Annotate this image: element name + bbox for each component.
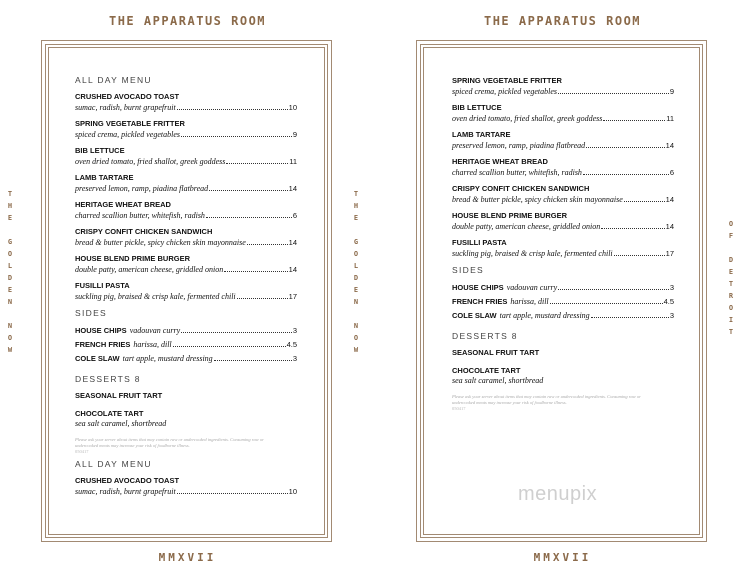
menu-item — [452, 184, 674, 205]
item-description: preserved lemon, ramp, piadina flatbread — [75, 184, 209, 193]
tagline-letter: T — [728, 328, 734, 336]
dessert-description: sea salt caramel, shortbread — [452, 376, 544, 385]
section-heading: SIDES — [75, 308, 108, 318]
item-description: double patty, american cheese, griddled onion — [452, 222, 601, 231]
menu-item — [452, 238, 674, 259]
tagline-letter: O — [7, 334, 13, 342]
all-day-items — [75, 92, 297, 302]
tagline-letter: E — [353, 286, 359, 294]
tagline-letter: E — [7, 286, 13, 294]
tagline-letter: O — [728, 220, 734, 228]
item-line — [452, 194, 674, 205]
item-price: 10 — [288, 487, 297, 496]
disclaimer-text: Please ask your server about items that may contain raw or undercooked ingredients. Consuming raw or undercooked meats may increase your risk of foodborne illness. — [452, 394, 641, 405]
item-line — [75, 156, 297, 167]
item-description: charred scallion butter, whitefish, radish — [452, 168, 582, 177]
item-name: LAMB TARTARE — [452, 130, 511, 139]
tagline-letter: I — [728, 316, 734, 324]
dot-leader — [224, 264, 287, 272]
dot-leader — [177, 102, 288, 110]
dot-leader — [209, 183, 287, 191]
menu-item — [75, 227, 297, 248]
tagline-letter: O — [353, 334, 359, 342]
item-line — [75, 486, 297, 497]
item-price: 11 — [666, 114, 674, 123]
dot-leader — [558, 86, 669, 94]
section-heading: DESSERTS 8 — [75, 374, 141, 384]
footer-year: MMXVII — [533, 551, 592, 564]
dot-leader — [586, 140, 664, 148]
item-description: double patty, american cheese, griddled onion — [75, 265, 224, 274]
section-heading: ALL DAY MENU — [75, 459, 152, 469]
dot-leader — [558, 282, 669, 290]
tagline-letter: N — [7, 298, 13, 306]
item-price: 11 — [289, 157, 297, 166]
item-name: SPRING VEGETABLE FRITTER — [452, 76, 562, 85]
dessert-items — [452, 348, 674, 386]
item-line — [75, 237, 297, 248]
dot-leader — [177, 486, 288, 494]
item-line — [452, 167, 674, 178]
side-description: vadouvan curry — [506, 283, 558, 292]
restaurant-title: THE APPARATUS ROOM — [108, 14, 267, 28]
item-price: 14 — [288, 265, 297, 274]
tagline-letter — [4, 308, 16, 320]
tagline-letter: E — [7, 214, 13, 222]
tagline-letter: O — [353, 250, 359, 258]
side-price: 3 — [292, 354, 297, 363]
item-name: BIB LETTUCE — [452, 103, 502, 112]
dot-leader — [206, 210, 292, 218]
side-name: FRENCH FRIES — [75, 340, 131, 349]
item-description: sumac, radish, burnt grapefruit — [75, 487, 176, 496]
side-description: tart apple, mustard dressing — [122, 354, 213, 363]
tagline-letter — [350, 224, 362, 236]
item-price: 14 — [288, 238, 297, 247]
dot-leader — [181, 325, 292, 333]
item-description: suckling pig, braised & crisp kale, fermented chili — [452, 249, 613, 258]
side-name: HOUSE CHIPS — [452, 283, 504, 292]
menu-item — [75, 476, 297, 497]
item-description: spiced crema, pickled vegetables — [452, 87, 557, 96]
tagline-letter — [725, 242, 737, 254]
tagline-letter: N — [353, 298, 359, 306]
dessert-item — [452, 348, 674, 358]
tagline-letter: O — [728, 304, 734, 312]
side-price: 3 — [669, 283, 674, 292]
dot-leader — [226, 156, 288, 164]
side-description: vadouvan curry — [129, 326, 181, 335]
disclaimer-code: 050417 — [75, 449, 89, 454]
item-name: HERITAGE WHEAT BREAD — [452, 157, 548, 166]
tagline-letter: D — [353, 274, 359, 282]
tagline-letter: D — [728, 256, 734, 264]
item-name: HOUSE BLEND PRIME BURGER — [452, 211, 568, 220]
item-description: oven dried tomato, fried shallot, greek goddess — [452, 114, 603, 123]
dot-leader — [603, 113, 665, 121]
tagline-letter: E — [728, 268, 734, 276]
item-price: 14 — [288, 184, 297, 193]
menu-item — [75, 254, 297, 275]
menu-item — [452, 157, 674, 178]
item-price: 14 — [665, 195, 674, 204]
menu-item — [75, 281, 297, 302]
item-description: bread & butter pickle, spicy chicken skin mayonnaise — [452, 195, 623, 204]
dessert-name: SEASONAL FRUIT TART — [75, 391, 163, 400]
dessert-name: CHOCOLATE TART — [75, 409, 144, 418]
section-heading: SIDES — [452, 265, 485, 275]
side-tagline-left — [4, 188, 16, 356]
tagline-letter: N — [7, 322, 13, 330]
item-price: 9 — [669, 87, 674, 96]
dot-leader — [214, 353, 292, 361]
item-line — [75, 183, 297, 194]
tagline-letter: L — [7, 262, 13, 270]
restaurant-title: THE APPARATUS ROOM — [483, 14, 642, 28]
item-name: FUSILLI PASTA — [75, 281, 130, 290]
menu-item — [75, 173, 297, 194]
item-price: 14 — [665, 222, 674, 231]
item-line — [75, 129, 297, 140]
item-description: charred scallion butter, whitefish, radish — [75, 211, 205, 220]
side-tagline-left — [350, 188, 362, 356]
item-name: HOUSE BLEND PRIME BURGER — [75, 254, 191, 263]
item-description: sumac, radish, burnt grapefruit — [75, 103, 176, 112]
menu-page-right — [353, 0, 750, 580]
item-name: CRISPY CONFIT CHICKEN SANDWICH — [75, 227, 213, 236]
side-price: 4.5 — [286, 340, 297, 349]
dot-leader — [550, 296, 663, 304]
side-item — [452, 296, 674, 307]
side-name: FRENCH FRIES — [452, 297, 508, 306]
item-price: 6 — [292, 211, 297, 220]
side-price: 3 — [292, 326, 297, 335]
tagline-letter: T — [728, 280, 734, 288]
tagline-letter: H — [353, 202, 359, 210]
dot-leader — [173, 339, 286, 347]
tagline-letter: F — [728, 232, 734, 240]
section-heading: DESSERTS 8 — [452, 331, 518, 341]
menu-item — [75, 119, 297, 140]
dot-leader — [601, 221, 664, 229]
item-price: 17 — [288, 292, 297, 301]
menu-item — [75, 146, 297, 167]
menu-item — [75, 200, 297, 221]
tagline-letter: L — [353, 262, 359, 270]
side-item — [75, 353, 297, 364]
side-item — [452, 310, 674, 321]
menu-item — [452, 211, 674, 232]
disclaimer — [452, 394, 652, 412]
tagline-letter: N — [353, 322, 359, 330]
all-day-items — [452, 76, 674, 259]
disclaimer-code: 050417 — [452, 406, 466, 411]
item-line — [452, 86, 674, 97]
tagline-letter: D — [7, 274, 13, 282]
tagline-letter: R — [728, 292, 734, 300]
item-price: 17 — [665, 249, 674, 258]
dot-leader — [247, 237, 288, 245]
side-description: tart apple, mustard dressing — [499, 311, 590, 320]
side-price: 3 — [669, 311, 674, 320]
menu-content-right — [452, 76, 674, 412]
side-tagline-right — [725, 218, 737, 338]
dessert-items — [75, 391, 297, 429]
menu-item — [452, 130, 674, 151]
side-item — [452, 282, 674, 293]
dot-leader — [583, 167, 669, 175]
tagline-letter: W — [353, 346, 359, 354]
item-description: spiced crema, pickled vegetables — [75, 130, 180, 139]
item-description: bread & butter pickle, spicy chicken skin mayonnaise — [75, 238, 246, 247]
sides-items — [75, 325, 297, 364]
tagline-letter: H — [7, 202, 13, 210]
dot-leader — [181, 129, 292, 137]
dot-leader — [614, 248, 665, 256]
tagline-letter: T — [353, 190, 359, 198]
menu-item — [452, 103, 674, 124]
item-line — [75, 210, 297, 221]
item-description: suckling pig, braised & crisp kale, fermented chili — [75, 292, 236, 301]
dessert-item — [75, 391, 297, 401]
item-price: 14 — [665, 141, 674, 150]
item-price: 10 — [288, 103, 297, 112]
dessert-item — [75, 409, 297, 429]
item-name: HERITAGE WHEAT BREAD — [75, 200, 171, 209]
item-name: SPRING VEGETABLE FRITTER — [75, 119, 185, 128]
tagline-letter: T — [7, 190, 13, 198]
tagline-letter: G — [353, 238, 359, 246]
item-price: 9 — [292, 130, 297, 139]
dot-leader — [591, 310, 669, 318]
tagline-letter: G — [7, 238, 13, 246]
item-name: CRUSHED AVOCADO TOAST — [75, 92, 180, 101]
item-line — [452, 113, 674, 124]
sides-items — [452, 282, 674, 321]
watermark-logo: menupix — [518, 483, 598, 505]
item-line — [452, 140, 674, 151]
item-line — [75, 102, 297, 113]
footer-year: MMXVII — [158, 551, 217, 564]
item-description: preserved lemon, ramp, piadina flatbread — [452, 141, 586, 150]
item-name: LAMB TARTARE — [75, 173, 134, 182]
tagline-letter: W — [7, 346, 13, 354]
item-line — [75, 291, 297, 302]
item-description: oven dried tomato, fried shallot, greek goddess — [75, 157, 226, 166]
item-price: 6 — [669, 168, 674, 177]
disclaimer — [75, 437, 275, 455]
side-name: HOUSE CHIPS — [75, 326, 127, 335]
disclaimer-text: Please ask your server about items that may contain raw or undercooked ingredients. Consuming raw or undercooked meats may increase your risk of foodborne illness. — [75, 437, 264, 448]
side-price: 4.5 — [663, 297, 674, 306]
side-name: COLE SLAW — [75, 354, 120, 363]
item-line — [452, 248, 674, 259]
dessert-description: sea salt caramel, shortbread — [75, 419, 167, 428]
dot-leader — [237, 291, 288, 299]
item-name: CRUSHED AVOCADO TOAST — [75, 476, 180, 485]
dessert-name: CHOCOLATE TART — [452, 366, 521, 375]
side-item — [75, 339, 297, 350]
menu-item — [75, 92, 297, 113]
menu-item — [452, 76, 674, 97]
item-name: BIB LETTUCE — [75, 146, 125, 155]
side-description: harissa, dill — [133, 340, 172, 349]
menu-content-left — [75, 75, 297, 503]
dessert-item — [452, 366, 674, 386]
item-name: FUSILLI PASTA — [452, 238, 507, 247]
item-name: CRISPY CONFIT CHICKEN SANDWICH — [452, 184, 590, 193]
tagline-letter: E — [353, 214, 359, 222]
item-line — [75, 264, 297, 275]
dot-leader — [624, 194, 665, 202]
item-line — [452, 221, 674, 232]
tagline-letter: O — [7, 250, 13, 258]
dessert-name: SEASONAL FRUIT TART — [452, 348, 540, 357]
tagline-letter — [350, 308, 362, 320]
side-description: harissa, dill — [510, 297, 549, 306]
section-heading: ALL DAY MENU — [75, 75, 152, 85]
side-item — [75, 325, 297, 336]
tagline-letter — [4, 224, 16, 236]
side-name: COLE SLAW — [452, 311, 497, 320]
